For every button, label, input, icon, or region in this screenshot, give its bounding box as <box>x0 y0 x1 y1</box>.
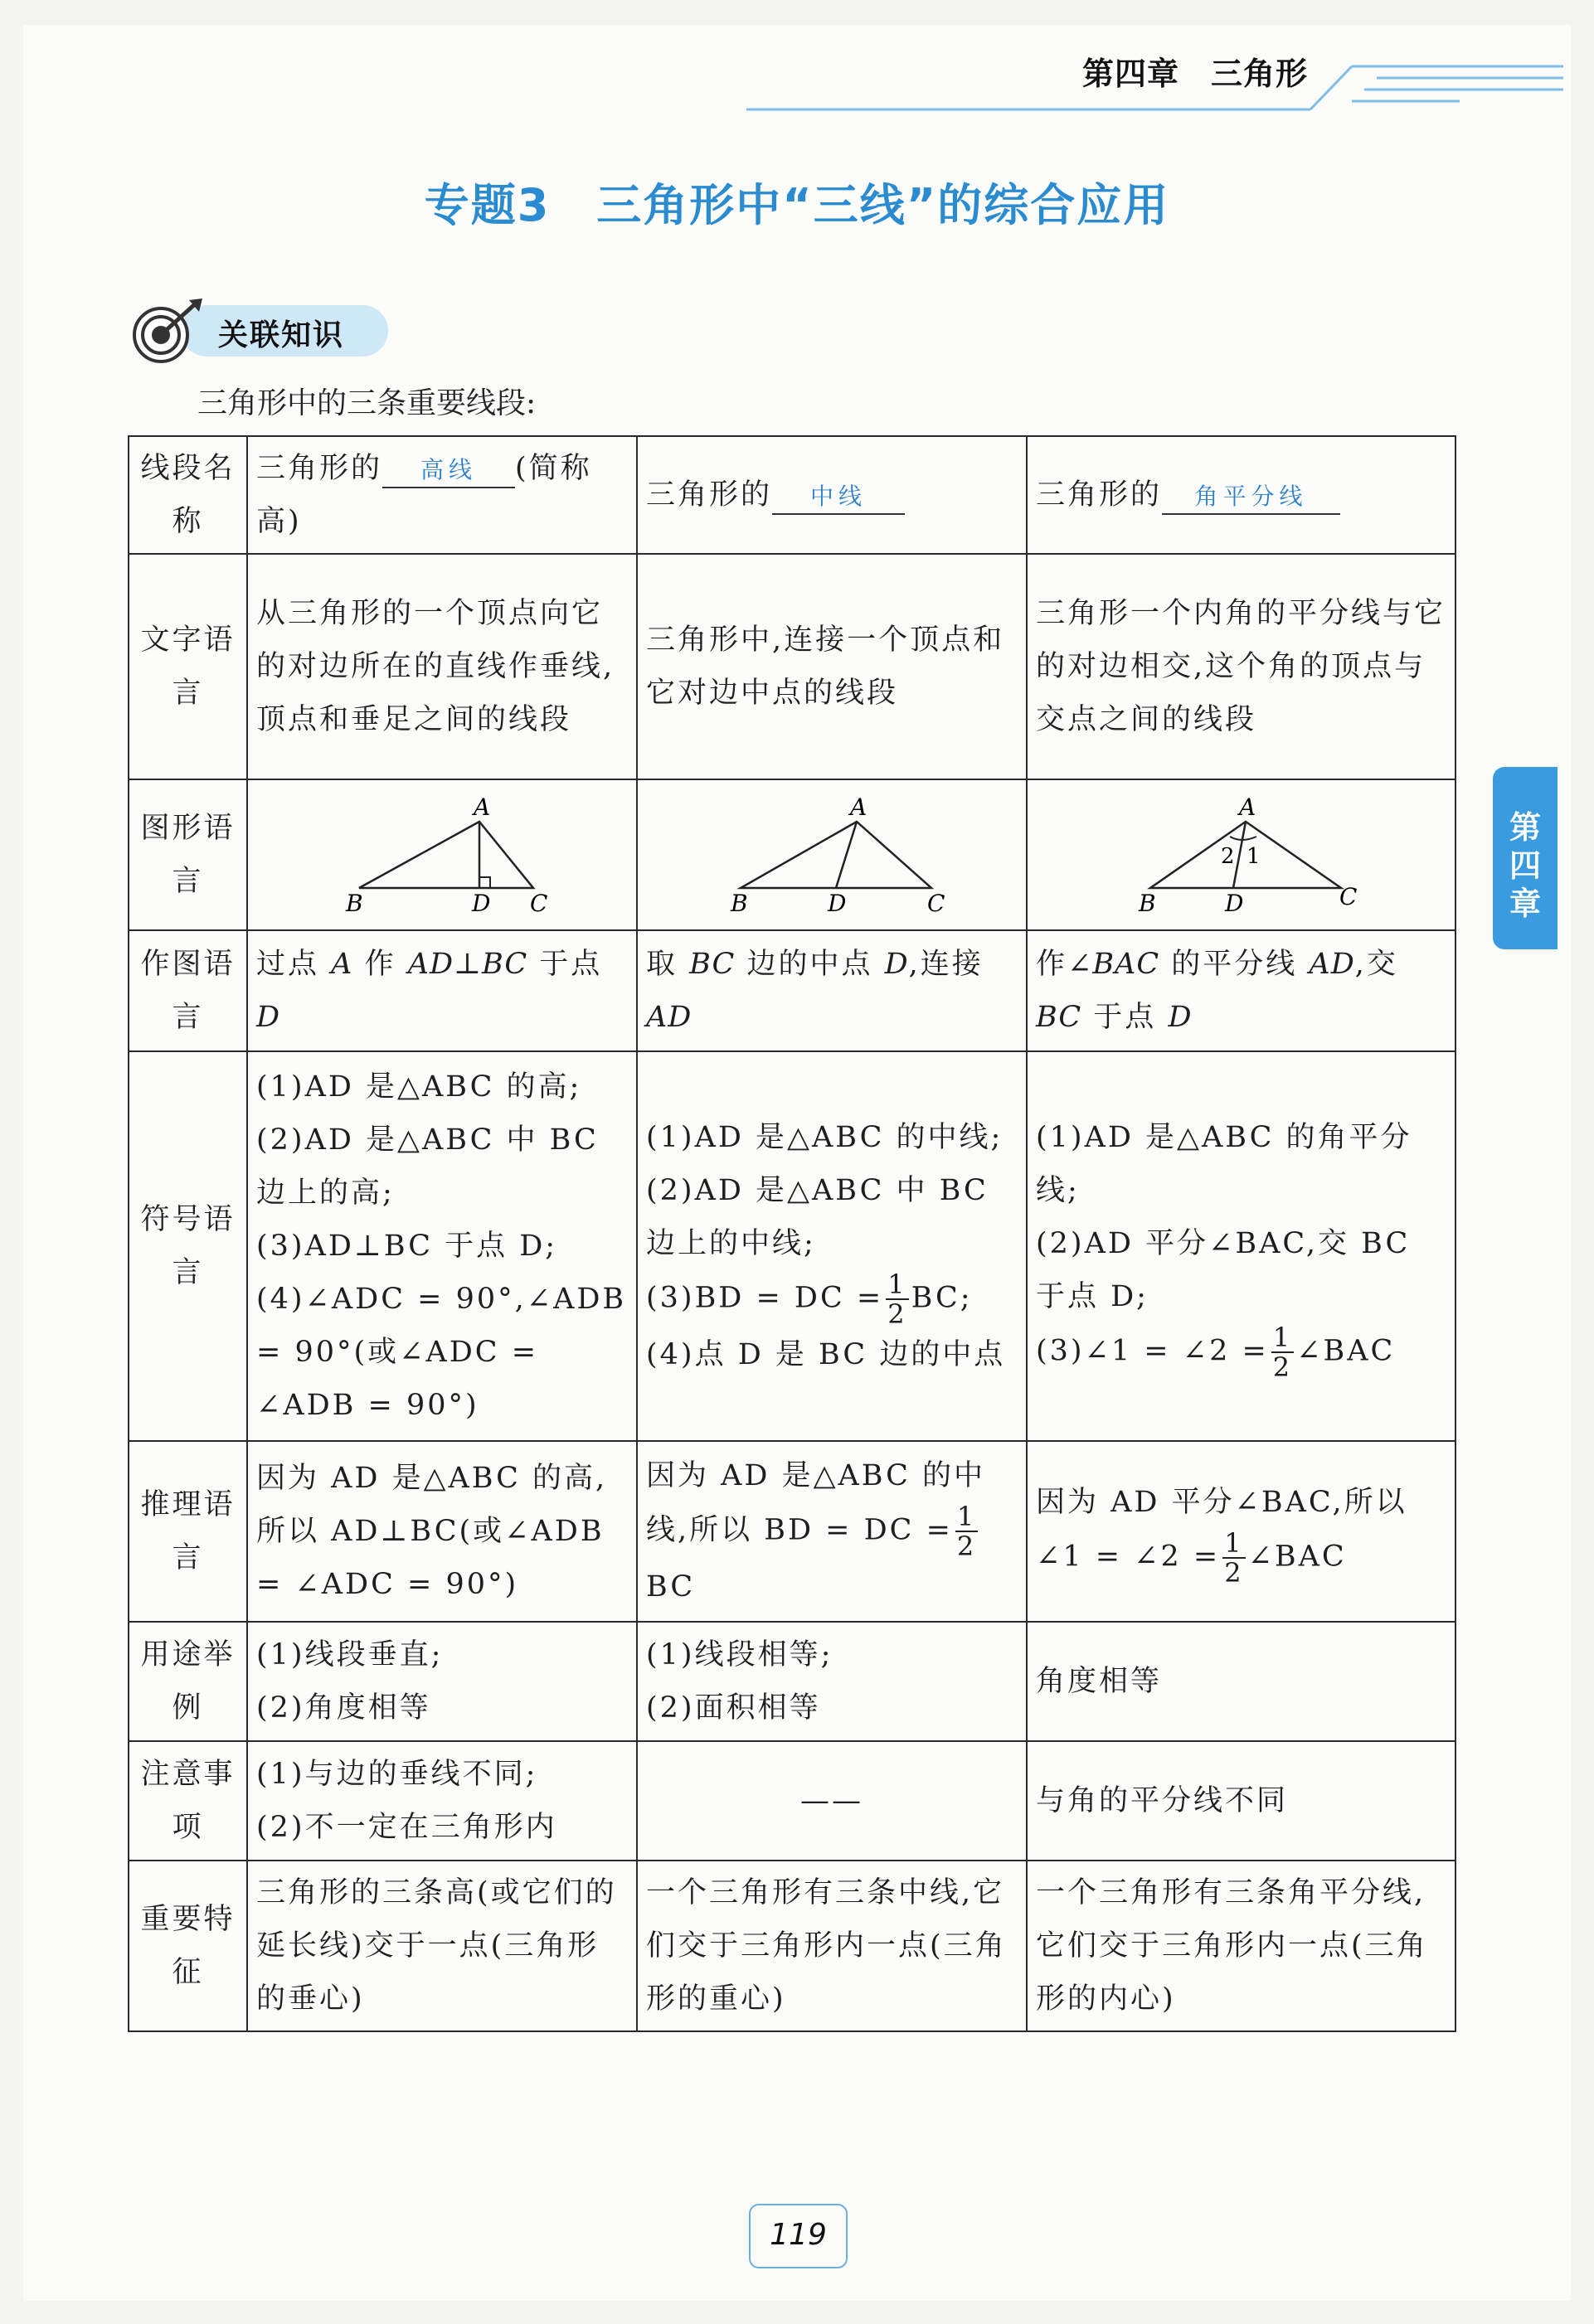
cell-median-construct <box>637 930 1027 1051</box>
cell-prefix: 三角形的 <box>646 478 773 512</box>
vertex-C: C <box>927 890 948 917</box>
bisector-triangle-figure <box>1125 793 1359 917</box>
text: BC <box>646 1570 696 1604</box>
math: BC <box>689 948 736 981</box>
math: D <box>256 1001 281 1034</box>
badge-label: 关联知识 <box>218 318 345 352</box>
math: AD⊥BC <box>407 948 528 981</box>
triangle-abc <box>359 822 533 888</box>
vertex-B: B <box>1138 890 1159 917</box>
cell-prefix: 三角形的 <box>256 452 383 485</box>
altitude-triangle-figure <box>334 793 551 917</box>
row-header: 注意事项 <box>129 1741 247 1861</box>
text: 于点 <box>1093 1001 1157 1034</box>
intro-text: 三角形中的三条重要线段: <box>197 386 537 420</box>
vertex-A: A <box>1238 793 1258 821</box>
row-header: 文字语言 <box>129 554 247 779</box>
row-note <box>129 1741 1455 1861</box>
text: (3)∠1 = ∠2 = <box>1036 1334 1269 1368</box>
angle-1: 1 <box>1246 844 1263 869</box>
numerator: 1 <box>1272 1322 1293 1353</box>
target-icon <box>131 298 206 365</box>
numerator: 1 <box>1224 1527 1244 1559</box>
text: 过点 <box>256 948 320 981</box>
cell-bisector-text: 三角形一个内角的平分线与它的对边相交,这个角的顶点与交点之间的线段 <box>1027 554 1455 779</box>
symbol-line <box>646 1270 1018 1328</box>
cell-altitude-use <box>247 1622 637 1741</box>
row-header: 重要特征 <box>129 1861 247 2031</box>
cell-altitude-name <box>247 436 637 554</box>
cell-median-figure <box>637 779 1027 930</box>
symbol-line: (1)AD 是△ABC 的中线; <box>646 1121 1004 1154</box>
cell-bisector-figure <box>1027 779 1455 930</box>
row-use <box>129 1622 1455 1741</box>
triangle-abc <box>741 822 931 888</box>
row-reason <box>129 1441 1455 1622</box>
symbol-line: (4)∠ADC = 90°,∠ADB = 90°(或∠ADC = ∠ADB = 90°) <box>256 1283 627 1422</box>
text: 取 <box>646 948 678 981</box>
text: 作 <box>1036 948 1068 981</box>
running-header <box>1082 48 1339 94</box>
math: AD <box>1309 948 1355 981</box>
symbol-line: (4)点 D 是 BC 边的中点 <box>646 1338 1006 1371</box>
cell-altitude-feature: 三角形的三条高(或它们的延长线)交于一点(三角形的垂心) <box>247 1861 637 2031</box>
text: 因为 AD 是△ABC 的中线,所以 BD = DC = <box>646 1459 986 1547</box>
cell-median-name <box>637 436 1027 554</box>
math: D <box>1168 1001 1193 1034</box>
row-symbol <box>129 1051 1455 1441</box>
answer-median: 中线 <box>772 480 905 515</box>
text: 作 <box>364 948 396 981</box>
triangle-abc <box>1150 822 1341 888</box>
text: ,交 <box>1354 948 1398 981</box>
text: 的平分线 <box>1171 948 1298 981</box>
median-triangle-figure <box>724 793 948 917</box>
numerator: 1 <box>956 1501 977 1532</box>
row-header: 作图语言 <box>129 930 247 1051</box>
cell-bisector-symbol <box>1027 1051 1455 1441</box>
section-badge <box>131 298 388 361</box>
vertex-D: D <box>1224 890 1246 917</box>
math: A <box>331 948 353 981</box>
denominator: 2 <box>1224 1557 1244 1589</box>
cell-median-feature: 一个三角形有三条中线,它们交于三角形内一点(三角形的重心) <box>637 1861 1027 2031</box>
text: ∠BAC <box>1296 1334 1396 1368</box>
cell-bisector-note: 与角的平分线不同 <box>1027 1741 1455 1861</box>
text: ,连接 <box>908 948 984 981</box>
cell-median-reason <box>637 1441 1027 1622</box>
answer-altitude: 高线 <box>382 454 515 488</box>
row-header: 用途举例 <box>129 1622 247 1741</box>
chapter-side-tab <box>1493 767 1558 949</box>
text: 因为 AD 平分∠BAC,所以∠1 = ∠2 = <box>1036 1486 1407 1574</box>
math: BC <box>1036 1001 1082 1034</box>
cell-median-text: 三角形中,连接一个顶点和它对边中点的线段 <box>637 554 1027 779</box>
vertex-A: A <box>850 793 870 821</box>
text: 边的中点 <box>746 948 873 981</box>
symbol-line: (2)AD 是△ABC 中 BC 边上的高; <box>256 1123 599 1210</box>
text: BC; <box>911 1281 973 1315</box>
use-line: (1)线段相等; <box>646 1638 833 1671</box>
vertex-C: C <box>530 890 551 917</box>
fraction-half <box>1222 1529 1245 1587</box>
vertex-B: B <box>731 890 751 917</box>
cell-median-use <box>637 1622 1027 1741</box>
cell-bisector-name <box>1027 436 1455 554</box>
symbol-line: (1)AD 是△ABC 的高; <box>256 1070 582 1104</box>
cell-suffix: (简称高) <box>256 452 592 538</box>
cell-bisector-construct <box>1027 930 1455 1051</box>
vertex-D: D <box>828 890 849 917</box>
fraction-half <box>886 1270 908 1328</box>
vertex-A: A <box>474 793 493 821</box>
chapter-number: 第四章 <box>1082 56 1180 92</box>
cell-altitude-note <box>247 1741 637 1861</box>
cell-bisector-use: 角度相等 <box>1027 1622 1455 1741</box>
row-figure <box>129 779 1455 930</box>
use-line: (2)角度相等 <box>256 1691 431 1725</box>
symbol-line: (3)AD⊥BC 于点 D; <box>256 1230 558 1263</box>
vertex-D: D <box>472 890 493 917</box>
row-name <box>129 436 1455 554</box>
row-text <box>129 554 1455 779</box>
row-header: 线段名称 <box>129 436 247 554</box>
page-number: 119 <box>749 2204 848 2268</box>
angle-2: 2 <box>1220 844 1237 869</box>
cell-altitude-text: 从三角形的一个顶点向它的对边所在的直线作垂线,顶点和垂足之间的线段 <box>247 554 637 779</box>
note-line: (2)不一定在三角形内 <box>256 1811 557 1844</box>
symbol-line: (2)AD 是△ABC 中 BC 边上的中线; <box>646 1174 989 1260</box>
use-line: (1)线段垂直; <box>256 1638 444 1671</box>
denominator: 2 <box>1272 1351 1293 1383</box>
row-header: 推理语言 <box>129 1441 247 1622</box>
row-construct <box>129 930 1455 1051</box>
row-feature <box>129 1861 1455 2031</box>
cell-median-note: —— <box>637 1741 1027 1861</box>
text: 于点 <box>539 948 603 981</box>
use-line: (2)面积相等 <box>646 1691 821 1725</box>
chapter-title: 三角形 <box>1211 56 1309 92</box>
row-header: 符号语言 <box>129 1051 247 1441</box>
page-title: 专题3 三角形中“三线”的综合应用 <box>424 179 1170 231</box>
numerator: 1 <box>887 1269 907 1300</box>
cell-altitude-construct <box>247 930 637 1051</box>
side-tab-label: 第四章 <box>1509 809 1541 922</box>
vertex-B: B <box>346 890 366 917</box>
symbol-line <box>1036 1323 1446 1381</box>
cell-altitude-reason: 因为 AD 是△ABC 的高,所以 AD⊥BC(或∠ADB = ∠ADC = 90°) <box>247 1441 637 1622</box>
cell-altitude-symbol <box>247 1051 637 1441</box>
right-angle-mark <box>479 877 490 888</box>
cell-median-symbol <box>637 1051 1027 1441</box>
cell-prefix: 三角形的 <box>1036 478 1163 512</box>
text: ∠BAC <box>1247 1540 1347 1574</box>
note-line: (1)与边的垂线不同; <box>256 1758 538 1791</box>
three-lines-table <box>128 435 1456 2032</box>
math: AD <box>646 1001 693 1034</box>
text: (3)BD = DC = <box>646 1281 884 1315</box>
row-header: 图形语言 <box>129 779 247 930</box>
answer-bisector: 角平分线 <box>1162 480 1340 515</box>
symbol-line: (2)AD 平分∠BAC,交 BC 于点 D; <box>1036 1227 1411 1313</box>
math: ∠BAC <box>1067 948 1160 981</box>
denominator: 2 <box>956 1531 977 1562</box>
cell-bisector-reason <box>1027 1441 1455 1622</box>
cell-bisector-feature: 一个三角形有三条角平分线,它们交于三角形内一点(三角形的内心) <box>1027 1861 1455 2031</box>
symbol-line: (1)AD 是△ABC 的角平分线; <box>1036 1121 1412 1207</box>
vertex-C: C <box>1339 883 1359 910</box>
fraction-half <box>1271 1323 1294 1381</box>
fraction-half <box>955 1502 978 1560</box>
math: D <box>884 948 909 981</box>
denominator: 2 <box>887 1298 907 1330</box>
cell-altitude-figure <box>247 779 637 930</box>
